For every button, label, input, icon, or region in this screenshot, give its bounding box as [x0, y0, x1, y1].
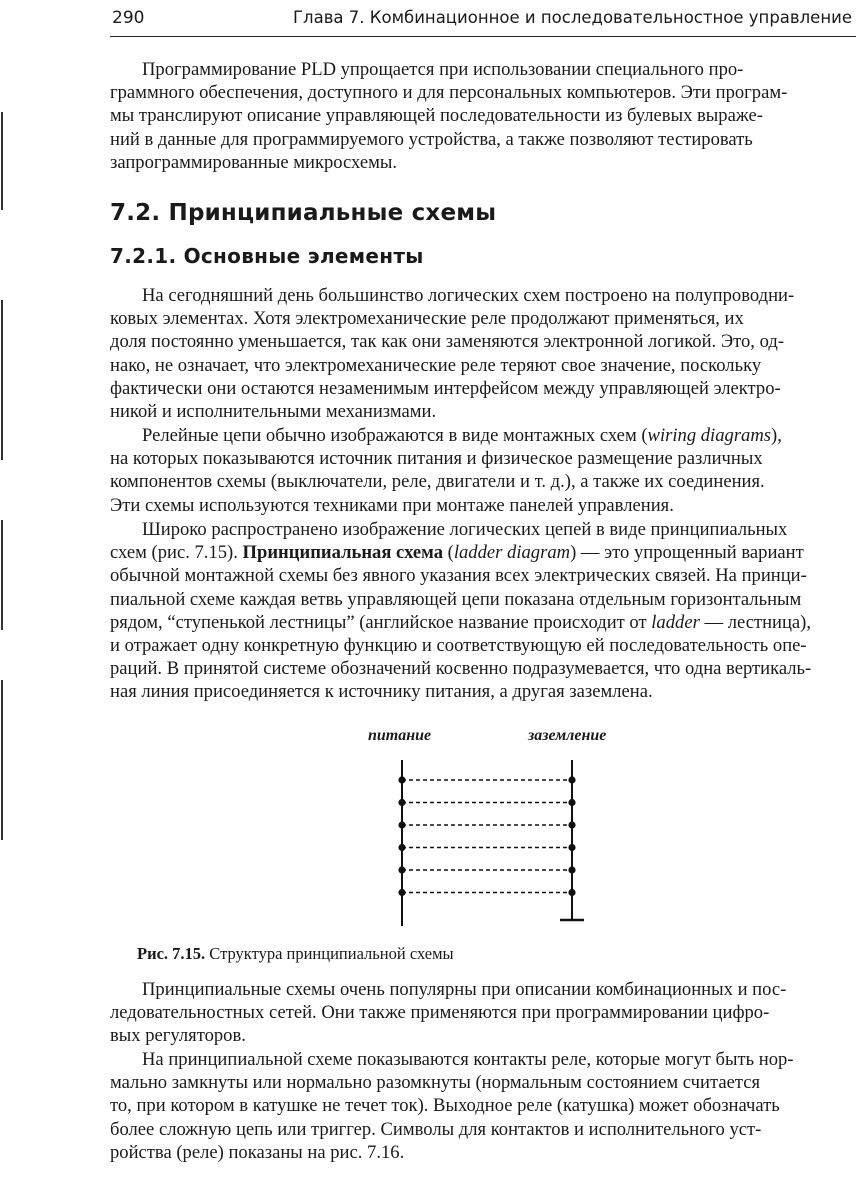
rung-node [398, 889, 405, 896]
text-line: вых регуляторов. [110, 1025, 246, 1047]
term-ladder-diagram: ladder diagram [453, 542, 571, 564]
rung-node [398, 776, 405, 783]
paragraph-semiconductors [110, 284, 852, 423]
text-line: Широко распространено изображение логических цепей в виде принципиальных [142, 519, 788, 540]
intro-paragraph [110, 58, 852, 174]
rungs [398, 776, 575, 896]
text-line: схем (рис. 7.15). Принципиальная схема (ladder diagram) — это упрощенный вариант [110, 542, 804, 564]
text-line: нако, не означает, что электромеханические реле теряют свое значение, поскольку [110, 354, 762, 376]
text-line: ройства (реле) показаны на рис. 7.16. [110, 1141, 405, 1163]
text-line: мально замкнуты или нормально разомкнуты (нормальным состоянием считается [110, 1072, 761, 1094]
section-heading: 7.2. Принципиальные схемы [110, 200, 497, 226]
rung-node [568, 799, 575, 806]
scan-edge-mark [1, 300, 3, 460]
scan-edge-mark [1, 520, 3, 630]
caption-text: Структура принципиальной схемы [205, 944, 454, 963]
text-line: Эти схемы используются техниками при монтаже панелей управления. [110, 494, 674, 516]
running-header [112, 8, 852, 34]
text-line: пиальной схеме каждая ветвь управляющей цепи показана отдельным горизонтальным [110, 588, 802, 610]
text-line: На принципиальной схеме показываются контакты реле, которые могут быть нор- [142, 1049, 794, 1070]
rung-node [568, 844, 575, 851]
rung-node [568, 821, 575, 828]
text-line: На сегодняшний день большинство логических схем построено на полупроводни- [142, 285, 795, 306]
text-line: ний в данные для программируемого устройства, а также позволяют тестировать [110, 128, 753, 150]
text-line: Релейные цепи обычно изображаются в виде монтажных схем (wiring diagrams), [142, 425, 782, 446]
scan-edge-mark [1, 680, 3, 840]
text-line: и отражает одну конкретную функцию и соответствующую ей последовательность опе- [110, 635, 807, 657]
term-ladder-diagram-ru: Принципиальная схема [242, 542, 443, 564]
label-power: питание [368, 727, 432, 744]
subsection-heading: 7.2.1. Основные элементы [110, 244, 424, 268]
rung-node [398, 799, 405, 806]
paragraph-wiring-diagrams [110, 424, 852, 517]
text-line: ковых элементах. Хотя электромеханические реле продолжают применяться, их [110, 308, 744, 330]
rung-node [568, 776, 575, 783]
page-number: 290 [112, 8, 145, 28]
term-ladder: ladder [651, 611, 700, 633]
text-line: граммного обеспечения, доступного и для персональных компьютеров. Эти програм- [110, 82, 788, 104]
term-wiring-diagrams: wiring diagrams [647, 425, 772, 446]
text-line: ная линия присоединяется к источнику питания, а другая заземлена. [110, 681, 653, 703]
text-line: никой и исполнительными механизмами. [110, 401, 437, 423]
caption-number: Рис. 7.15. [137, 944, 206, 963]
text-line: мы транслируют описание управляющей последовательности из булевых выраже- [110, 105, 763, 127]
label-ground: заземление [528, 727, 607, 744]
text-line: ледовательностных сетей. Они также применяются при программировании цифро- [110, 1002, 770, 1024]
paragraph-popularity [110, 978, 852, 1048]
rung-node [398, 866, 405, 873]
rung-node [398, 821, 405, 828]
text-line: обычной монтажной схемы без явного указания всех электрических связей. На принци- [110, 565, 807, 587]
text-line: более сложную цепь или триггер. Символы для контактов и исполнительного уст- [110, 1118, 762, 1140]
figure-caption [137, 944, 454, 964]
chapter-title: Глава 7. Комбинационное и последовательностное управление [292, 8, 852, 27]
text-line: компонентов схемы (выключатели, реле, двигатели и т. д.), а также их соединения. [110, 471, 765, 493]
text-line: Принципиальные схемы очень популярны при описании комбинационных и пос- [142, 979, 787, 1000]
scan-edge-mark [1, 112, 3, 210]
text-line: раций. В принятой системе обозначений косвенно подразумевается, что одна вертикаль- [110, 658, 812, 680]
text-line: рядом, “ступенькой лестницы” (английское название происходит от ladder — лестница), [110, 611, 812, 633]
text-line: Программирование PLD упрощается при использовании специального про- [142, 59, 744, 80]
header-rule [110, 36, 856, 37]
paragraph-relay-contacts [110, 1048, 852, 1164]
rung-node [568, 889, 575, 896]
text-line: фактически они остаются незаменимым интерфейсом между управляющей электро- [110, 377, 781, 399]
text-line: доля постоянно уменьшается, так как они заменяются электронной логикой. Это, од- [110, 331, 785, 353]
paragraph-ladder-diagram [110, 518, 852, 704]
rung-node [398, 844, 405, 851]
ladder-diagram-figure [380, 752, 600, 932]
text-line: на которых показываются источник питания и физическое размещение различных [110, 448, 763, 470]
rung-node [568, 866, 575, 873]
text-line: то, при котором в катушке не течет ток). Выходное реле (катушка) может обозначать [110, 1095, 780, 1117]
text-line: запрограммированные микросхемы. [110, 151, 398, 173]
